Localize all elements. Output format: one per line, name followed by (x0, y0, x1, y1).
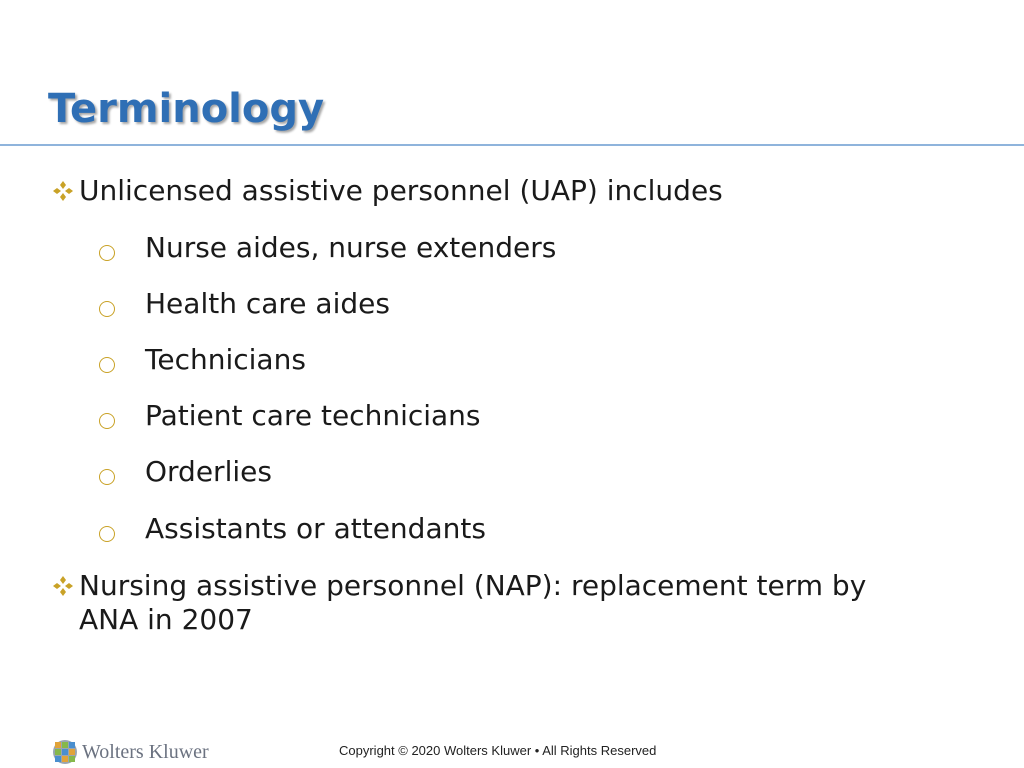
circle-bullet-icon (99, 469, 115, 485)
circle-bullet-icon (99, 413, 115, 429)
logo-text: Wolters Kluwer (82, 740, 209, 763)
diamond-bullet-icon (52, 180, 74, 202)
copyright-notice: Copyright © 2020 Wolters Kluwer • All Rights Reserved (339, 743, 657, 758)
bullet-nap-line2: ANA in 2007 (79, 603, 253, 636)
bullet-uap: Unlicensed assistive personnel (UAP) includes (79, 174, 723, 207)
wolters-kluwer-globe-icon (52, 739, 78, 765)
sub-item-technicians: Technicians (145, 343, 306, 376)
slide-title: Terminology (48, 86, 325, 132)
circle-bullet-icon (99, 245, 115, 261)
sub-item-patient-care-technicians: Patient care technicians (145, 399, 481, 432)
sub-item-assistants: Assistants or attendants (145, 512, 486, 545)
diamond-bullet-icon (52, 575, 74, 597)
sub-item-health-care-aides: Health care aides (145, 287, 390, 320)
footer-logo (52, 739, 209, 765)
sub-item-nurse-aides: Nurse aides, nurse extenders (145, 231, 557, 264)
sub-item-orderlies: Orderlies (145, 455, 272, 488)
title-divider (0, 144, 1024, 146)
bullet-nap-line1: Nursing assistive personnel (NAP): replacement term by (79, 569, 867, 602)
circle-bullet-icon (99, 357, 115, 373)
circle-bullet-icon (99, 526, 115, 542)
circle-bullet-icon (99, 301, 115, 317)
